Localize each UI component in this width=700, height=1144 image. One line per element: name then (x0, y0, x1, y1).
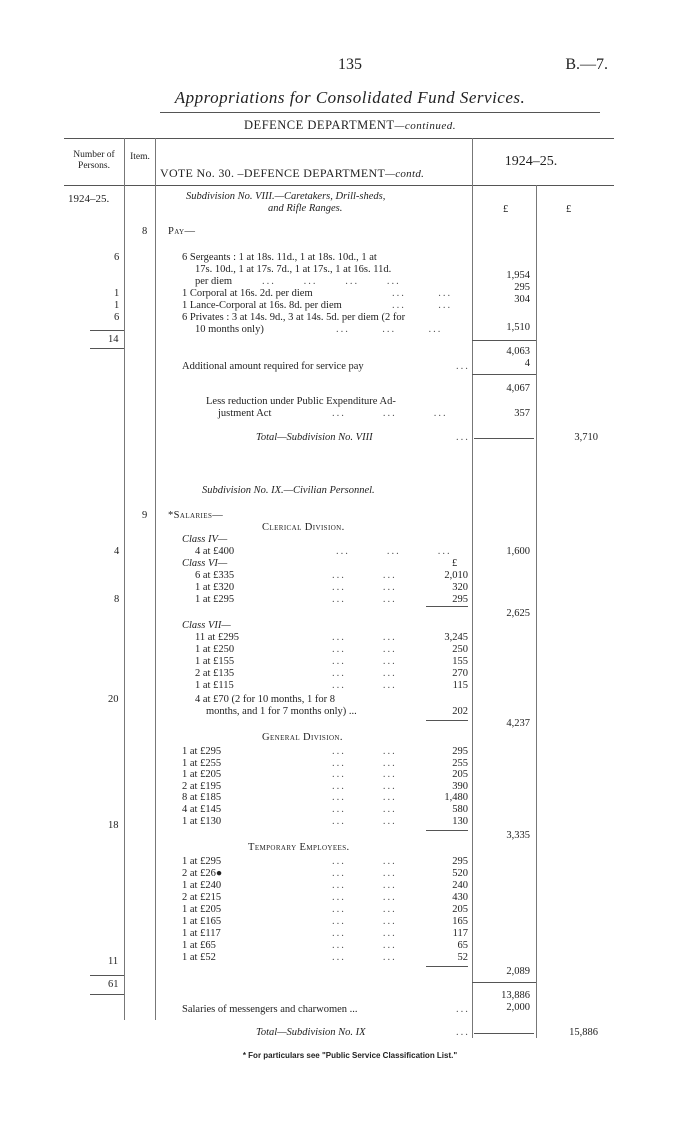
salary-line-label: 1 at £117 (182, 928, 221, 939)
department-heading (0, 118, 700, 133)
leader-dots: ... ... ... ... (262, 276, 401, 287)
salary-line-label: 1 at £205 (182, 904, 222, 915)
additional-amount-label: Additional amount required for service pay (182, 361, 364, 372)
salary-line-amount: 115 (452, 680, 468, 691)
salary-line-label: 2 at £135 (195, 668, 235, 679)
amount-sum-rule (472, 340, 536, 341)
salaries-heading: *Salaries— (168, 510, 224, 521)
salary-line-amount: 520 (452, 868, 468, 879)
persons-column-header: Number of Persons. (73, 150, 115, 171)
leader-dots: ... ... (332, 594, 397, 605)
total-column-rule (536, 185, 537, 1038)
class-7-line-last-2: months, and 1 for 7 months only) ... (206, 706, 357, 717)
sum-8: 4,067 (506, 383, 530, 394)
salary-line-amount: 117 (452, 928, 468, 939)
vote-title: VOTE No. 30. –DEFENCE DEPARTMENT (160, 166, 386, 180)
leader-dots: ... ... (332, 916, 397, 927)
persons-sum-rule (90, 994, 124, 995)
salary-line-amount: 1,480 (444, 792, 468, 804)
page-number: 135 (338, 56, 362, 73)
leader-dots: ... (456, 361, 470, 372)
vote-header (160, 166, 424, 181)
salary-line-label: 1 at £65 (182, 940, 216, 951)
sergeants-line-3: per diem (195, 276, 233, 287)
class-6-sum: 2,625 (506, 608, 530, 619)
inner-sum-rule (426, 720, 468, 721)
salary-line-amount: 205 (452, 904, 468, 915)
salary-line-amount: 295 (452, 594, 468, 605)
salary-line-label: 1 at £130 (182, 815, 222, 827)
leader-dots: ... ... (332, 757, 397, 769)
table-header-rule (64, 185, 614, 186)
lance-corporal-line: 1 Lance-Corporal at 16s. 8d. per diem (182, 300, 342, 311)
leader-dots: ... ... (332, 940, 397, 951)
salary-line-label: 2 at £26● (182, 868, 223, 879)
inner-sum-rule (426, 830, 468, 831)
salary-line-label: 1 at £295 (195, 594, 235, 605)
subdivision-8-title-cont: and Rifle Ranges. (268, 203, 343, 214)
pound-sign-inner: £ (452, 558, 458, 569)
amount-sum-rule (472, 374, 536, 375)
leader-dots: ... ... (332, 644, 397, 655)
salary-line-label: 1 at £115 (195, 680, 234, 691)
amount-column-rule (472, 138, 473, 1038)
salary-line-amount: 205 (452, 769, 468, 781)
leader-dots: ... ... ... (336, 546, 452, 557)
salary-line-label: 2 at £215 (182, 892, 222, 903)
privates-line-1: 6 Privates : 3 at 14s. 9d., 3 at 14s. 5d. per diem (2 for (182, 312, 406, 323)
leader-dots: ... ... (332, 880, 397, 891)
subtotal-9: 13,886 (501, 990, 530, 1001)
persons-sum-rule (90, 330, 124, 331)
year-column-header: 1924–25. (504, 154, 558, 169)
leader-dots: ... (456, 1027, 470, 1038)
salary-line-label: 1 at £295 (182, 856, 222, 867)
leader-dots: ... ... (332, 815, 397, 827)
salary-line-amount: 255 (452, 757, 468, 769)
leader-dots: ... ... (332, 952, 397, 963)
salary-line-label: 11 at £295 (195, 632, 239, 643)
salary-line-label: 4 at £145 (182, 804, 222, 815)
persons-privates: 6 (114, 312, 120, 323)
salary-line-label: 8 at £185 (182, 792, 222, 804)
messengers-label: Salaries of messengers and charwomen ... (182, 1004, 358, 1015)
pound-sign-total: £ (566, 204, 572, 215)
department-continued: —continued. (394, 120, 456, 132)
class-4-amount: 1,600 (506, 546, 530, 557)
sergeants-line-2: 17s. 10d., 1 at 17s. 7d., 1 at 17s., 1 at 16s. 11d. (195, 264, 392, 275)
leader-dots: ... ... (332, 632, 397, 643)
leader-dots: ... (456, 432, 470, 443)
amount-sergeants: 1,954 (506, 270, 530, 281)
persons-sum-rule (90, 975, 124, 976)
department-name: DEFENCE DEPARTMENT (244, 118, 395, 132)
total-label-8: Total—Subdivision No. VIII (256, 432, 373, 443)
salary-line-amount: 165 (452, 916, 468, 927)
salary-line-amount: 2,010 (444, 570, 468, 581)
messengers-amount: 2,000 (506, 1002, 530, 1013)
salary-line-amount: 155 (452, 656, 468, 667)
salary-line-amount: 295 (452, 746, 468, 757)
inner-sum-rule (426, 966, 468, 967)
salary-line-label: 1 at £250 (195, 644, 235, 655)
leader-dots: ... ... (332, 792, 397, 804)
leader-dots: ... ... ... (332, 408, 448, 419)
leader-dots: ... ... ... (336, 324, 443, 335)
total-label-9: Total—Subdivision No. IX (256, 1027, 366, 1038)
amount-corporal: 295 (514, 282, 530, 293)
amount-sum-rule (472, 982, 536, 983)
class-6-heading: Class VI— (182, 558, 228, 569)
persons-general: 18 (108, 820, 119, 831)
general-division-sum: 3,335 (506, 830, 530, 841)
leader-dots: ... ... (332, 780, 397, 792)
salary-line-label: 1 at £255 (182, 757, 222, 769)
vote-continued: —contd. (385, 168, 425, 180)
temporary-sum: 2,089 (506, 966, 530, 977)
title-rule (160, 112, 600, 113)
persons-sergeants: 6 (114, 252, 120, 263)
salary-line-label: 1 at £155 (195, 656, 235, 667)
salary-line-amount: 270 (452, 668, 468, 679)
persons-lance-corporal: 1 (114, 300, 120, 311)
leader-dots: ... ... (332, 680, 397, 691)
amount-lance-corporal: 304 (514, 294, 530, 305)
salary-line-amount: 240 (452, 880, 468, 891)
total-dash-rule (474, 438, 534, 439)
salary-line-label: 1 at £295 (182, 746, 222, 757)
persons-corporal: 1 (114, 288, 120, 299)
reduction-amount: 357 (514, 408, 530, 419)
salary-line-label: 1 at £205 (182, 769, 222, 781)
table-top-rule (64, 138, 614, 139)
salary-line-amount: 52 (457, 952, 468, 963)
leader-dots: ... ... (332, 804, 397, 815)
leader-dots: ... ... (332, 892, 397, 903)
clerical-division-heading: Clerical Division. (262, 522, 345, 533)
leader-dots: ... (456, 1004, 470, 1015)
pound-sign-amount: £ (503, 204, 509, 215)
less-reduction-line-2: justment Act (218, 408, 272, 419)
total-subdivision-9: 15,886 (569, 1027, 598, 1038)
class-7-sum: 4,237 (506, 718, 530, 729)
salary-line-amount: 580 (452, 804, 468, 815)
salary-line-label: 1 at £240 (182, 880, 222, 891)
subdivision-9-title: Subdivision No. IX.—Civilian Personnel. (202, 485, 375, 496)
additional-amount: 4 (524, 358, 530, 369)
salary-line-label: 2 at £195 (182, 780, 222, 792)
leader-dots: ... ... (332, 928, 397, 939)
item-number-9: 9 (142, 510, 148, 521)
salary-line-amount: 65 (457, 940, 468, 951)
salary-line-amount: 3,245 (444, 632, 468, 643)
general-division-heading: General Division. (262, 732, 343, 743)
less-reduction-line-1: Less reduction under Public Expenditure Ad- (206, 396, 396, 407)
leader-dots: ... ... (392, 300, 453, 311)
class-7-heading: Class VII— (182, 620, 231, 631)
leader-dots: ... ... (332, 656, 397, 667)
class-4-line: 4 at £400 (195, 546, 235, 557)
item-number-8: 8 (142, 226, 148, 237)
subtotal-8: 4,063 (506, 346, 530, 357)
leader-dots: ... ... (332, 769, 397, 781)
persons-temporary: 11 (108, 956, 119, 967)
salary-line-label: 6 at £335 (195, 570, 235, 581)
persons-class-6: 8 (114, 594, 120, 605)
leader-dots: ... ... (332, 582, 397, 593)
persons-class-4: 4 (114, 546, 120, 557)
privates-line-2: 10 months only) (195, 324, 264, 335)
salary-line-amount: 295 (452, 856, 468, 867)
persons-year: 1924–25. (68, 193, 110, 205)
persons-sum-rule (90, 348, 124, 349)
leader-dots: ... ... (332, 868, 397, 879)
salary-line-amount: 130 (452, 815, 468, 827)
salary-line-amount: 320 (452, 582, 468, 593)
salary-line-label: 1 at £165 (182, 916, 222, 927)
leader-dots: ... ... (332, 570, 397, 581)
pay-heading: Pay— (168, 226, 196, 237)
leader-dots: ... ... (332, 904, 397, 915)
salary-line-label: 1 at £52 (182, 952, 216, 963)
item-column-header: Item. (130, 152, 150, 162)
persons-column-rule (124, 138, 125, 1020)
class-7-line-last-1: 4 at £70 (2 for 10 months, 1 for 8 (195, 694, 335, 705)
amount-privates: 1,510 (506, 322, 530, 333)
page-title: Appropriations for Consolidated Fund Services. (174, 88, 526, 107)
document-reference: B.—7. (565, 56, 608, 73)
class-7-last-amount: 202 (452, 706, 468, 717)
footnote: * For particulars see "Public Service Classification List." (242, 1051, 458, 1060)
persons-total-9: 61 (108, 979, 119, 990)
leader-dots: ... ... (332, 746, 397, 757)
leader-dots: ... ... (332, 668, 397, 679)
footnote-star: * (168, 510, 174, 521)
leader-dots: ... ... (332, 856, 397, 867)
salary-line-amount: 430 (452, 892, 468, 903)
temporary-employees-heading: Temporary Employees. (248, 842, 350, 853)
leader-dots: ... ... (392, 288, 453, 299)
persons-total-8: 14 (108, 334, 119, 345)
sergeants-line-1: 6 Sergeants : 1 at 18s. 11d., 1 at 18s. 10d., 1 at (182, 252, 377, 263)
salary-line-label: 1 at £320 (195, 582, 235, 593)
persons-class-7: 20 (108, 694, 119, 705)
class-4-heading: Class IV— (182, 534, 228, 545)
salary-line-amount: 390 (452, 780, 468, 792)
inner-sum-rule (426, 606, 468, 607)
corporal-line: 1 Corporal at 16s. 2d. per diem (182, 288, 313, 299)
salary-line-amount: 250 (452, 644, 468, 655)
item-column-rule (155, 138, 156, 1020)
total-subdivision-8: 3,710 (574, 432, 598, 443)
total-dash-rule (474, 1033, 534, 1034)
subdivision-8-title: Subdivision No. VIII.—Caretakers, Drill-sheds, (186, 191, 386, 202)
